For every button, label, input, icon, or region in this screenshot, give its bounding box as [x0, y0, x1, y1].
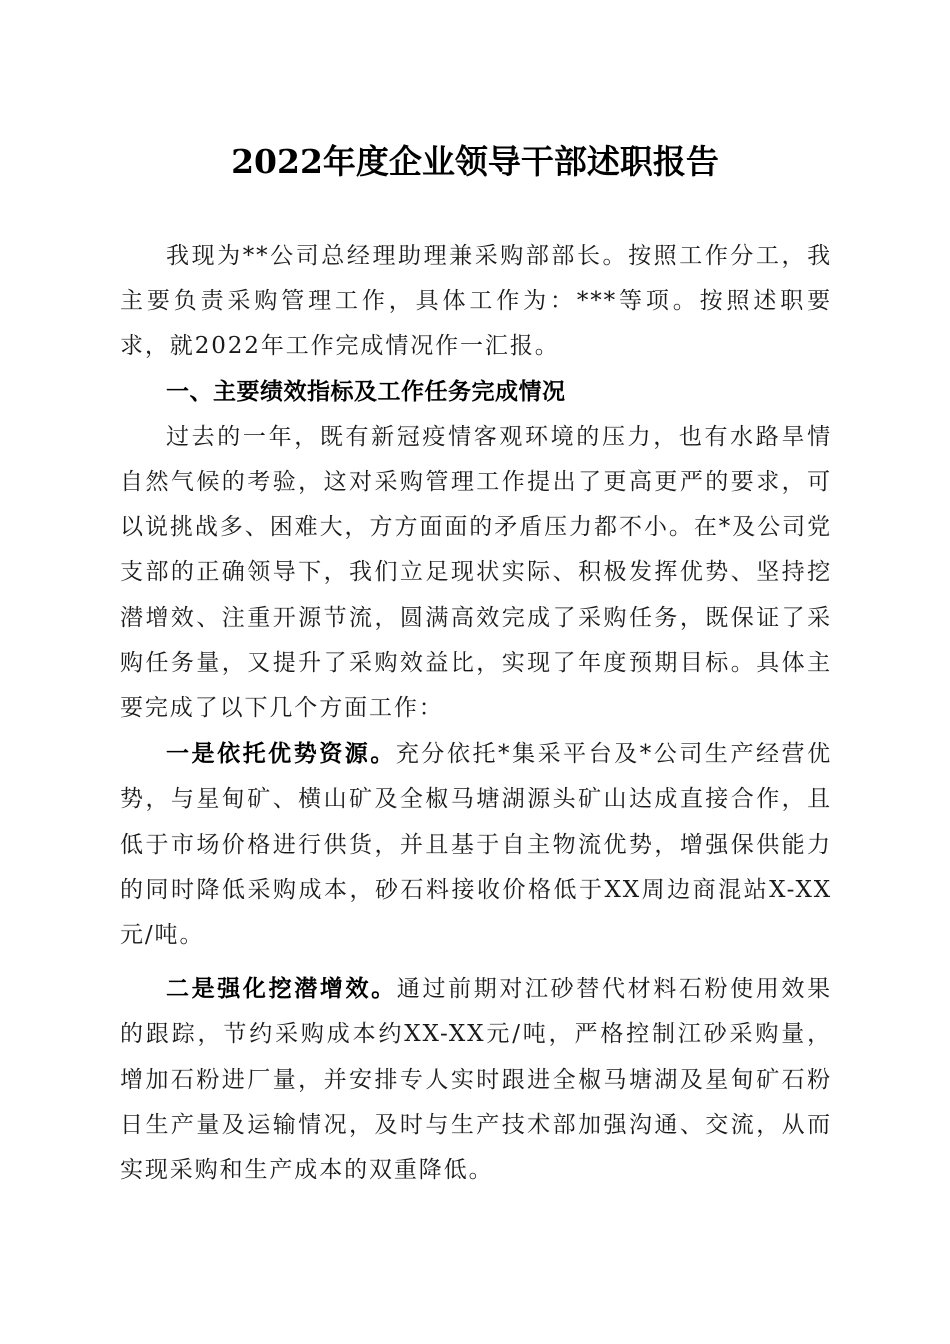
intro-paragraph: 我现为**公司总经理助理兼采购部部长。按照工作分工，我主要负责采购管理工作，具体工作为：***等项。按照述职要求，就2022年工作完成情况作一汇报。	[120, 243, 832, 360]
item-one-lead: 一是依托优势资源。	[166, 740, 396, 768]
item-two-paragraph	[120, 966, 832, 1193]
item-one-text: 充分依托*集采平台及*公司生产经营优势，与星甸矿、横山矿及全椒马塘湖源头矿山达成直接合作，且低于市场价格进行供货，并且基于自主物流优势，增强保供能力的同时降低采购成本，砂石料接收价格低于XX周边商混站X-XX元/吨。	[120, 741, 833, 949]
overview-paragraph: 过去的一年，既有新冠疫情客观环境的压力，也有水路旱情自然气候的考验，这对采购管理工作提出了更高更严的要求，可以说挑战多、困难大，方方面面的矛盾压力都不小。在*及公司党支部的正确领导下，我们立足现状实际、积极发挥优势、坚持挖潜增效、注重开源节流，圆满高效完成了采购任务，既保证了采购任务量，又提升了采购效益比，实现了年度预期目标。具体主要完成了以下几个方面工作：	[120, 423, 832, 722]
item-two-lead: 二是强化挖潜增效。	[166, 975, 397, 1003]
document-title: 2022年度企业领导干部述职报告	[231, 142, 719, 181]
item-one-paragraph	[120, 731, 832, 958]
section-heading: 一、主要绩效指标及工作任务完成情况	[166, 378, 566, 405]
item-two-text: 通过前期对江砂替代材料石粉使用效果的跟踪，节约采购成本约XX-XX元/吨，严格控制江砂采购量，增加石粉进厂量，并安排专人实时跟进全椒马塘湖及星甸矿石粉日生产量及运输情况，及时与生产技术部加强沟通、交流，从而实现采购和生产成本的双重降低。	[120, 976, 832, 1184]
document-body	[120, 234, 832, 1193]
